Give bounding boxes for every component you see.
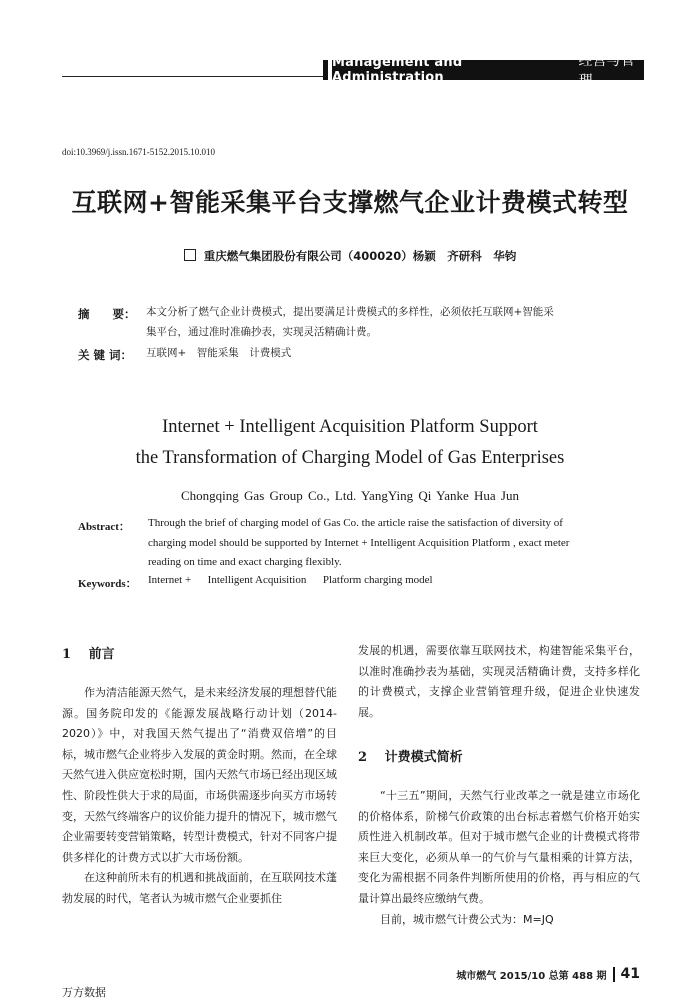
- doi: doi:10.3969/j.issn.1671-5152.2015.10.010: [62, 147, 216, 157]
- section-2-number: 2: [358, 750, 368, 765]
- abstract-cn-label: 摘 要：: [78, 307, 136, 321]
- keywords-cn: 互联网+ 智能采集 计费模式: [146, 347, 292, 359]
- section-2-heading: [358, 746, 463, 765]
- right-column-top: [358, 641, 640, 723]
- abstract-en-line: Through the brief of charging model of Gas Co. the article raise the satisfaction of diversity of: [148, 517, 563, 529]
- article-title-en-line2: the Transformation of Charging Model of Gas Enterprises: [135, 448, 565, 468]
- section-2-title: 计费模式简析: [384, 750, 463, 765]
- authors-cn: [0, 248, 700, 264]
- section-1-number: 1: [62, 647, 72, 662]
- abstract-cn-line: 本文分析了燃气企业计费模式，提出要满足计费模式的多样性，必须依托互联网+智能采: [146, 306, 554, 318]
- authors-cn-text: 重庆燃气集团股份有限公司（400020）杨颖 齐研科 华钧: [203, 249, 517, 263]
- article-title-cn: 互联网+智能采集平台支撑燃气企业计费模式转型: [71, 188, 629, 217]
- article-title-en-line1: Internet + Intelligent Acquisition Platform Support: [162, 417, 538, 437]
- paragraph: 在这种前所未有的机遇和挑战面前，在互联网技术蓬勃发展的时代，笔者认为城市燃气企业要抓住: [62, 871, 337, 905]
- section-name-en: Management and Administration: [332, 55, 463, 85]
- keywords-en-label: Keywords：: [78, 578, 137, 590]
- journal-info: 城市燃气 2015/10 总第 488 期: [456, 970, 607, 982]
- page-number: 41: [620, 966, 640, 982]
- section-banner: [328, 53, 644, 89]
- abstract-en-label: Abstract：: [78, 521, 130, 533]
- abstract-en-line: reading on time and exact charging flexibly.: [148, 556, 342, 568]
- paragraph: 目前，城市燃气计费公式为：M=JQ: [380, 912, 554, 926]
- keywords-en: Internet + Intelligent Acquisition Platform charging model: [148, 574, 433, 586]
- abstract-en-line: charging model should be supported by Internet + Intelligent Acquisition Platform , exact meter: [148, 536, 570, 549]
- paragraph: 作为清洁能源天然气，是未来经济发展的理想替代能源。国务院印发的《能源发展战略行动计划（2014-2020）》中，对我国天然气提出了“消费双倍增”的目标，城市燃气企业将步入发展的黄金时期。然而，在全球天然气进入供应宽松时期，国内天然气市场已经出现区域性、阶段性供大于求的局面，市场供需逐步向买方市场转变，天然气终端客户的议价能力提升的情况下，城市燃气企业需要转变营销策略，转型计费模式，针对不同客户提供多样化的计费方式以扩大市场份额。: [62, 686, 337, 864]
- abstract-cn: [146, 302, 636, 342]
- square-icon: [184, 249, 196, 261]
- paragraph: “十三五”期间，天然气行业改革之一就是建立市场化的价格体系，阶梯气价政策的出台标志着燃气价格开始实质性进入机制改革。但对于城市燃气企业的计费模式将带来巨大变化，必须从单一的气价与气量相乘的计算方法，变化为需根据不同条件判断所使用的价格，再与相应的气量计算出最终应缴纳气费。: [358, 789, 640, 905]
- abstract-en: [148, 514, 638, 573]
- watermark: 万方数据: [62, 986, 106, 999]
- section-1-title: 前言: [88, 647, 115, 662]
- abstract-cn-line: 集平台，通过准时准确抄表，实现灵活精确计费。: [146, 326, 377, 338]
- footer-divider: [613, 967, 615, 982]
- authors-en: Chongqing Gas Group Co., Ltd. YangYing Qi Yanke Hua Jun: [181, 488, 519, 503]
- section-2-body: [358, 786, 640, 930]
- section-name-cn: 经营与管理: [578, 53, 635, 89]
- section-1-heading: [62, 643, 115, 662]
- section-1-body: [62, 683, 337, 910]
- paragraph: 发展的机遇，需要依靠互联网技术，构建智能采集平台，以准时准确抄表为基础，实现灵活精确计费，支持多样化的计费模式，支撑企业营销管理升级，促进企业快速发展。: [358, 644, 640, 719]
- keywords-cn-label: 关 键 词：: [78, 348, 133, 362]
- page-footer: [456, 966, 640, 982]
